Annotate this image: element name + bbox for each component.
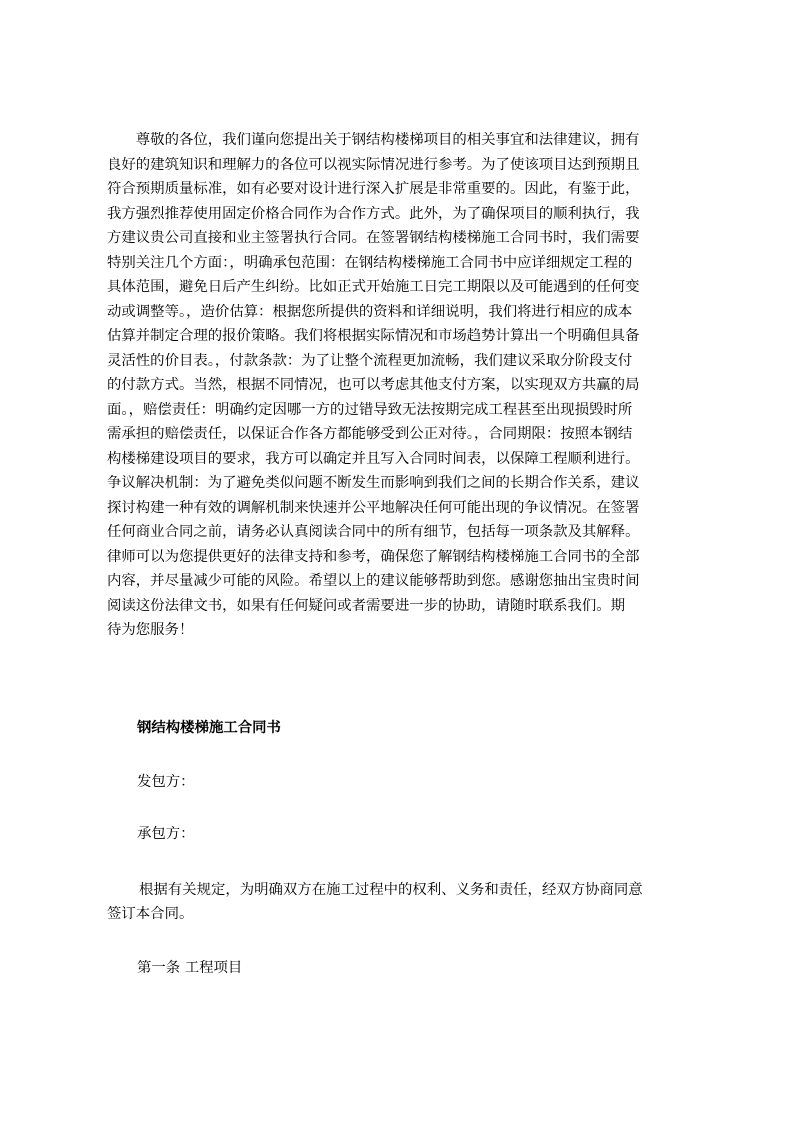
article-heading: 第一条 工程项目	[137, 960, 243, 976]
intro-line: 符合预期质量标准，如有必要对设计进行深入扩展是非常重要的。因此，有鉴于此，	[107, 181, 640, 197]
intro-letter	[107, 128, 697, 643]
intro-line: 尊敬的各位，我们谨向您提出关于钢结构楼梯项目的相关事宜和法律建议，拥有	[107, 132, 640, 148]
intro-line: 灵活性的价目表。，付款条款：为了让整个流程更加流畅，我们建议采取分阶段支付	[107, 352, 633, 369]
intro-line: 特别关注几个方面：，明确承包范围：在钢结构楼梯施工合同书中应详细规定工程的	[107, 254, 633, 271]
intro-line: 需承担的赔偿责任，以保证合作各方都能够受到公正对待。，合同期限：按照本钢结	[107, 426, 633, 442]
preamble-line: 根据有关规定，为明确双方在施工过程中的权利、义务和责任，经双方协商同意	[139, 882, 643, 898]
party-a-label: 发包方：	[137, 774, 195, 790]
intro-line: 估算并制定合理的报价策略。我们将根据实际情况和市场趋势计算出一个明确但具备	[107, 328, 640, 344]
intro-line: 面。，赔偿责任：明确约定因哪一方的过错导致无法按期完成工程甚至出现损毁时所	[107, 401, 633, 418]
intro-line: 方建议贵公司直接和业主签署执行合同。在签署钢结构楼梯施工合同书时，我们需要	[107, 230, 640, 246]
contract-title: 钢结构楼梯施工合同书	[137, 720, 281, 736]
intro-line: 良好的建筑知识和理解力的各位可以视实际情况进行参考。为了使该项目达到预期且	[107, 156, 640, 173]
party-b-label: 承包方：	[137, 826, 195, 842]
intro-line: 任何商业合同之前，请务必认真阅读合同中的所有细节，包括每一项条款及其解释。	[107, 524, 640, 540]
intro-line: 我方强烈推荐使用固定价格合同作为合作方式。此外，为了确保项目的顺利执行，我	[107, 205, 640, 222]
intro-line: 内容，并尽量减少可能的风险。希望以上的建议能够帮助到您。感谢您抽出宝贵时间	[107, 573, 640, 589]
preamble-line: 签订本合同。	[107, 906, 194, 922]
intro-line: 具体范围，避免日后产生纠纷。比如正式开始施工日完工期限以及可能遇到的任何变	[107, 279, 640, 295]
intro-line: 的付款方式。当然，根据不同情况，也可以考虑其他支付方案，以实现双方共赢的局	[107, 377, 640, 393]
intro-line: 争议解决机制：为了避免类似问题不断发生而影响到我们之间的长期合作关系，建议	[107, 475, 640, 491]
intro-line: 阅读这份法律文书，如果有任何疑问或者需要进一步的协助，请随时联系我们。期	[107, 597, 626, 614]
intro-line: 探讨构建一种有效的调解机制来快速并公平地解决任何可能出现的争议情况。在签署	[107, 499, 640, 516]
intro-line: 动或调整等。，造价估算：根据您所提供的资料和详细说明，我们将进行相应的成本	[107, 303, 633, 320]
intro-line: 律师可以为您提供更好的法律支持和参考，确保您了解钢结构楼梯施工合同书的全部	[107, 548, 640, 565]
intro-line: 构楼梯建设项目的要求，我方可以确定并且写入合同时间表，以保障工程顺利进行。	[107, 450, 640, 467]
intro-line: 待为您服务！	[107, 622, 194, 638]
